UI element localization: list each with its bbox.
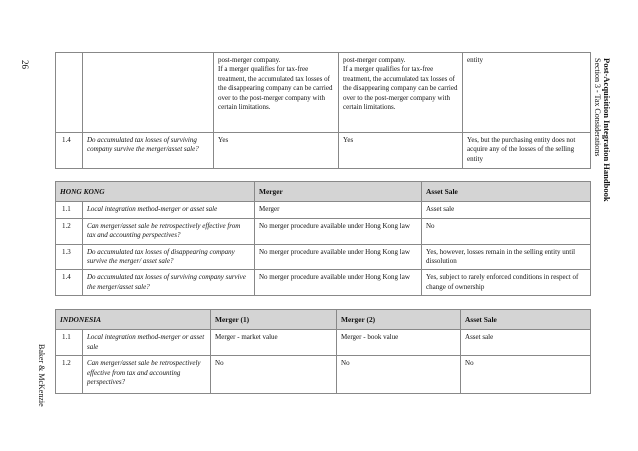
cell-value: Merger - book value <box>337 330 461 356</box>
running-head <box>592 58 612 202</box>
indonesia-table <box>55 309 591 394</box>
row-question: Local integration method-merger or asset sale <box>83 202 255 218</box>
cell-value: No <box>337 356 461 394</box>
table-row <box>56 356 591 394</box>
row-question: Do accumulated tax losses of surviving company survive the merger/asset sale? <box>83 270 255 296</box>
cell-value: Yes, but the purchasing entity does not acquire any of the losses of the selling entity <box>463 133 591 169</box>
cell-value: Merger <box>255 202 422 218</box>
column-header: Merger (1) <box>211 310 337 330</box>
cell-value: post-merger company. If a merger qualifies for tax-free treatment, the accumulated tax losses of the disappearing company can be carried over to the post-merger company with certain limitations. <box>339 53 463 133</box>
table-row <box>56 53 591 133</box>
cell-value: No <box>211 356 337 394</box>
cell-value: Yes <box>339 133 463 169</box>
cell-value: Merger - market value <box>211 330 337 356</box>
table-row <box>56 270 591 296</box>
country-heading: HONG KONG <box>56 182 255 202</box>
table-row <box>56 218 591 244</box>
cell-value: No <box>461 356 591 394</box>
cell-value: entity <box>463 53 591 133</box>
cell-value: post-merger company. If a merger qualifies for tax-free treatment, the accumulated tax losses of the disappearing company can be carried over to the post-merger company with certain limitations. <box>214 53 339 133</box>
cell-value: Yes, however, losses remain in the selling entity until dissolution <box>422 244 591 270</box>
table-header-row <box>56 182 591 202</box>
column-header: Asset Sale <box>461 310 591 330</box>
row-question: Can merger/asset sale be retrospectively effective from tax and accounting perspectives? <box>83 218 255 244</box>
previous-country-table <box>55 52 591 169</box>
row-number: 1.1 <box>56 202 83 218</box>
row-number: 1.1 <box>56 330 83 356</box>
running-head-section: Section 3 - Tax Considerations <box>593 58 602 157</box>
cell-value: No <box>422 218 591 244</box>
row-number: 1.2 <box>56 356 83 394</box>
row-question: Do accumulated tax losses of surviving company survive the merger/asset sale? <box>83 133 214 169</box>
cell-value: Asset sale <box>422 202 591 218</box>
column-header: Asset Sale <box>422 182 591 202</box>
row-number: 1.3 <box>56 244 83 270</box>
cell-value: Asset sale <box>461 330 591 356</box>
cell-value: No merger procedure available under Hong Kong law <box>255 244 422 270</box>
running-head-title: Post-Acquisition Integration Handbook <box>602 58 612 202</box>
row-number: 1.2 <box>56 218 83 244</box>
table-row <box>56 202 591 218</box>
row-number: 1.4 <box>56 270 83 296</box>
column-header: Merger <box>255 182 422 202</box>
country-heading: INDONESIA <box>56 310 211 330</box>
table-row <box>56 133 591 169</box>
cell-value: No merger procedure available under Hong Kong law <box>255 218 422 244</box>
column-header: Merger (2) <box>337 310 461 330</box>
cell-value: Yes <box>214 133 339 169</box>
page-number: 26 <box>20 60 30 69</box>
table-row <box>56 330 591 356</box>
hong-kong-table <box>55 181 591 296</box>
row-question: Can merger/asset sale be retrospectively effective from tax and accounting perspectives? <box>83 356 211 394</box>
cell-value: No merger procedure available under Hong Kong law <box>255 270 422 296</box>
row-number: 1.4 <box>56 133 83 169</box>
cell-value: Yes, subject to rarely enforced conditions in respect of change of ownership <box>422 270 591 296</box>
publisher-name: Baker & McKenzie <box>37 344 46 407</box>
row-question: Local integration method-merger or asset sale <box>83 330 211 356</box>
table-header-row <box>56 310 591 330</box>
table-row <box>56 244 591 270</box>
row-question: Do accumulated tax losses of disappearing company survive the merger/ asset sale? <box>83 244 255 270</box>
